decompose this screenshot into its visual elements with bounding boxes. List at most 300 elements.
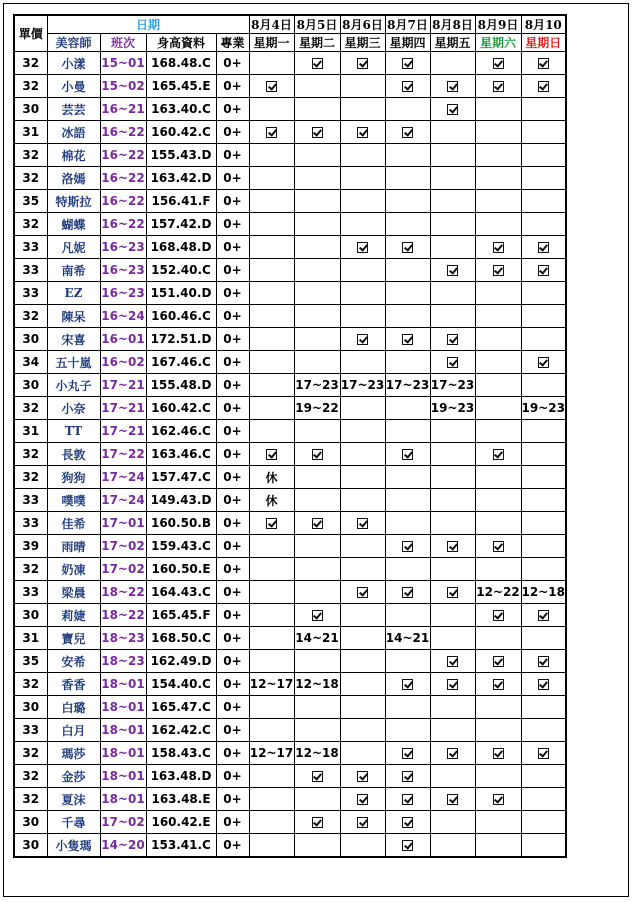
header-weekday-4: 星期五 — [430, 34, 475, 52]
table-row — [14, 52, 566, 75]
header-class: 班次 — [100, 34, 146, 52]
table-row — [14, 328, 566, 351]
table-row — [14, 167, 566, 190]
pro-cell: 0+ — [216, 305, 249, 328]
pro-cell: 0+ — [216, 719, 249, 742]
day-cell-3 — [385, 811, 430, 834]
day-cell-6 — [521, 213, 566, 236]
stylist-name-cell: 金莎 — [47, 765, 100, 788]
day-cell-5: 12~22 — [475, 581, 521, 604]
day-cell-5 — [475, 144, 521, 167]
stylist-name-cell: 噗噗 — [47, 489, 100, 512]
day-cell-0 — [249, 98, 294, 121]
header-date-4: 8月8日 — [430, 15, 475, 34]
stylist-name-cell: 長敦 — [47, 443, 100, 466]
day-cell-0 — [249, 259, 294, 282]
day-cell-1 — [294, 98, 340, 121]
class-cell: 18~23 — [100, 627, 146, 650]
day-cell-0 — [249, 443, 294, 466]
checkbox-checked-icon — [493, 449, 504, 460]
day-cell-2 — [340, 535, 385, 558]
checkbox-checked-icon — [402, 334, 413, 345]
checkbox-checked-icon — [312, 58, 323, 69]
day-cell-1: 12~18 — [294, 742, 340, 765]
pro-cell: 0+ — [216, 811, 249, 834]
day-cell-4 — [430, 305, 475, 328]
day-cell-6 — [521, 374, 566, 397]
class-cell: 14~20 — [100, 834, 146, 858]
stylist-name-cell: 芸芸 — [47, 98, 100, 121]
day-cell-4 — [430, 236, 475, 259]
price-cell: 32 — [14, 75, 47, 98]
pro-cell: 0+ — [216, 788, 249, 811]
day-cell-3 — [385, 650, 430, 673]
body-data-cell: 162.42.C — [146, 719, 216, 742]
day-cell-2 — [340, 397, 385, 420]
body-data-cell: 157.47.C — [146, 466, 216, 489]
table-row — [14, 719, 566, 742]
checkbox-checked-icon — [447, 81, 458, 92]
body-data-cell: 158.43.C — [146, 742, 216, 765]
stylist-name-cell: 瑪莎 — [47, 742, 100, 765]
day-cell-1 — [294, 489, 340, 512]
price-cell: 33 — [14, 489, 47, 512]
checkbox-checked-icon — [538, 748, 549, 759]
stylist-name-cell: 凡妮 — [47, 236, 100, 259]
day-cell-0 — [249, 719, 294, 742]
pro-cell: 0+ — [216, 213, 249, 236]
day-cell-2 — [340, 558, 385, 581]
checkbox-checked-icon — [493, 610, 504, 621]
body-data-cell: 168.48.D — [146, 236, 216, 259]
pro-cell: 0+ — [216, 535, 249, 558]
day-cell-3 — [385, 75, 430, 98]
day-cell-5 — [475, 719, 521, 742]
header-weekday-0: 星期一 — [249, 34, 294, 52]
day-cell-2 — [340, 420, 385, 443]
day-cell-6 — [521, 673, 566, 696]
day-cell-3 — [385, 282, 430, 305]
checkbox-checked-icon — [402, 449, 413, 460]
table-row — [14, 98, 566, 121]
day-cell-5 — [475, 328, 521, 351]
checkbox-checked-icon — [312, 771, 323, 782]
day-cell-0 — [249, 512, 294, 535]
checkbox-checked-icon — [447, 679, 458, 690]
day-cell-2 — [340, 167, 385, 190]
day-cell-1 — [294, 236, 340, 259]
body-data-cell: 162.49.D — [146, 650, 216, 673]
day-cell-3 — [385, 420, 430, 443]
pro-cell: 0+ — [216, 397, 249, 420]
price-cell: 30 — [14, 696, 47, 719]
day-cell-6 — [521, 811, 566, 834]
stylist-name-cell: 夏沫 — [47, 788, 100, 811]
stylist-name-cell: 特斯拉 — [47, 190, 100, 213]
stylist-name-cell: 安希 — [47, 650, 100, 673]
day-cell-1 — [294, 788, 340, 811]
checkbox-checked-icon — [493, 81, 504, 92]
day-cell-0 — [249, 144, 294, 167]
day-cell-1 — [294, 696, 340, 719]
day-cell-2 — [340, 765, 385, 788]
body-data-cell: 153.41.C — [146, 834, 216, 858]
pro-cell: 0+ — [216, 512, 249, 535]
body-data-cell: 172.51.D — [146, 328, 216, 351]
table-row — [14, 75, 566, 98]
table-row — [14, 535, 566, 558]
stylist-name-cell: 莉婕 — [47, 604, 100, 627]
day-cell-2 — [340, 673, 385, 696]
table-row — [14, 788, 566, 811]
day-cell-3 — [385, 305, 430, 328]
checkbox-checked-icon — [447, 748, 458, 759]
day-cell-6 — [521, 719, 566, 742]
pro-cell: 0+ — [216, 75, 249, 98]
table-row — [14, 627, 566, 650]
checkbox-checked-icon — [312, 610, 323, 621]
body-data-cell: 165.45.E — [146, 75, 216, 98]
day-cell-6 — [521, 282, 566, 305]
checkbox-checked-icon — [266, 518, 277, 529]
day-cell-1 — [294, 604, 340, 627]
day-cell-5 — [475, 420, 521, 443]
stylist-name-cell: 蝴蝶 — [47, 213, 100, 236]
class-cell: 16~23 — [100, 282, 146, 305]
day-cell-3 — [385, 604, 430, 627]
day-cell-0 — [249, 581, 294, 604]
checkbox-checked-icon — [493, 541, 504, 552]
class-cell: 16~23 — [100, 259, 146, 282]
pro-cell: 0+ — [216, 466, 249, 489]
stylist-name-cell: 白璐 — [47, 696, 100, 719]
day-cell-0: 12~17 — [249, 742, 294, 765]
day-cell-6 — [521, 305, 566, 328]
day-cell-3 — [385, 788, 430, 811]
checkbox-checked-icon — [493, 794, 504, 805]
day-cell-3 — [385, 742, 430, 765]
checkbox-checked-icon — [447, 265, 458, 276]
day-cell-1 — [294, 52, 340, 75]
checkbox-checked-icon — [538, 679, 549, 690]
day-cell-5 — [475, 673, 521, 696]
price-cell: 31 — [14, 627, 47, 650]
day-cell-0 — [249, 650, 294, 673]
day-cell-3 — [385, 167, 430, 190]
checkbox-checked-icon — [266, 81, 277, 92]
day-cell-4 — [430, 167, 475, 190]
checkbox-checked-icon — [402, 817, 413, 828]
pro-cell: 0+ — [216, 98, 249, 121]
price-cell: 32 — [14, 52, 47, 75]
class-cell: 17~21 — [100, 374, 146, 397]
day-cell-4 — [430, 673, 475, 696]
stylist-name-cell: 小隻瑪 — [47, 834, 100, 858]
day-cell-1 — [294, 213, 340, 236]
table-row — [14, 834, 566, 858]
price-cell: 34 — [14, 351, 47, 374]
day-cell-0 — [249, 236, 294, 259]
checkbox-checked-icon — [402, 81, 413, 92]
day-cell-0: 12~17 — [249, 673, 294, 696]
checkbox-checked-icon — [357, 242, 368, 253]
day-cell-1 — [294, 719, 340, 742]
checkbox-checked-icon — [357, 587, 368, 598]
checkbox-checked-icon — [357, 334, 368, 345]
stylist-name-cell: 宋喜 — [47, 328, 100, 351]
day-cell-4 — [430, 489, 475, 512]
day-cell-3 — [385, 121, 430, 144]
day-cell-2 — [340, 351, 385, 374]
header-date-2: 8月6日 — [340, 15, 385, 34]
checkbox-checked-icon — [447, 794, 458, 805]
day-cell-1: 12~18 — [294, 673, 340, 696]
day-cell-5 — [475, 811, 521, 834]
day-cell-3: 14~21 — [385, 627, 430, 650]
day-cell-3 — [385, 98, 430, 121]
day-cell-3 — [385, 236, 430, 259]
day-cell-5 — [475, 374, 521, 397]
day-cell-0 — [249, 788, 294, 811]
pro-cell: 0+ — [216, 489, 249, 512]
day-cell-4 — [430, 627, 475, 650]
pro-cell: 0+ — [216, 443, 249, 466]
day-cell-0 — [249, 834, 294, 858]
price-cell: 33 — [14, 581, 47, 604]
class-cell: 18~01 — [100, 719, 146, 742]
price-cell: 30 — [14, 328, 47, 351]
price-cell: 33 — [14, 282, 47, 305]
day-cell-5 — [475, 443, 521, 466]
day-cell-3 — [385, 489, 430, 512]
price-cell: 35 — [14, 650, 47, 673]
day-cell-0 — [249, 604, 294, 627]
table-row — [14, 420, 566, 443]
day-cell-4 — [430, 535, 475, 558]
checkbox-checked-icon — [538, 58, 549, 69]
table-row — [14, 581, 566, 604]
day-cell-4 — [430, 466, 475, 489]
pro-cell: 0+ — [216, 282, 249, 305]
body-data-cell: 160.50.B — [146, 512, 216, 535]
day-cell-1 — [294, 811, 340, 834]
day-cell-5 — [475, 788, 521, 811]
price-cell: 31 — [14, 121, 47, 144]
day-cell-5 — [475, 696, 521, 719]
price-cell: 30 — [14, 811, 47, 834]
table-row — [14, 696, 566, 719]
checkbox-checked-icon — [447, 357, 458, 368]
day-cell-0 — [249, 167, 294, 190]
day-cell-1 — [294, 420, 340, 443]
body-data-cell: 163.48.E — [146, 788, 216, 811]
day-cell-0 — [249, 765, 294, 788]
day-cell-1 — [294, 121, 340, 144]
body-data-cell: 163.40.C — [146, 98, 216, 121]
day-cell-2 — [340, 236, 385, 259]
day-cell-5 — [475, 604, 521, 627]
day-cell-2 — [340, 696, 385, 719]
day-cell-2 — [340, 719, 385, 742]
day-cell-2 — [340, 75, 385, 98]
day-cell-5 — [475, 765, 521, 788]
day-cell-1 — [294, 328, 340, 351]
body-data-cell: 157.42.D — [146, 213, 216, 236]
stylist-name-cell: 小丸子 — [47, 374, 100, 397]
day-cell-0 — [249, 374, 294, 397]
day-cell-4 — [430, 121, 475, 144]
pro-cell: 0+ — [216, 121, 249, 144]
table-row — [14, 121, 566, 144]
header-data: 身高資料 — [146, 34, 216, 52]
header-weekday-2: 星期三 — [340, 34, 385, 52]
class-cell: 17~02 — [100, 535, 146, 558]
day-cell-2 — [340, 98, 385, 121]
day-cell-3 — [385, 397, 430, 420]
checkbox-checked-icon — [312, 127, 323, 138]
day-cell-1 — [294, 512, 340, 535]
body-data-cell: 155.48.D — [146, 374, 216, 397]
day-cell-2: 17~23 — [340, 374, 385, 397]
class-cell: 17~02 — [100, 811, 146, 834]
day-cell-4 — [430, 811, 475, 834]
pro-cell: 0+ — [216, 650, 249, 673]
day-cell-2 — [340, 443, 385, 466]
day-cell-2 — [340, 742, 385, 765]
body-data-cell: 165.47.C — [146, 696, 216, 719]
checkbox-checked-icon — [312, 449, 323, 460]
checkbox-checked-icon — [538, 242, 549, 253]
table-row — [14, 144, 566, 167]
day-cell-0 — [249, 213, 294, 236]
day-cell-1: 14~21 — [294, 627, 340, 650]
table-row — [14, 604, 566, 627]
day-cell-4 — [430, 259, 475, 282]
checkbox-checked-icon — [402, 771, 413, 782]
class-cell: 17~24 — [100, 466, 146, 489]
checkbox-checked-icon — [402, 840, 413, 851]
day-cell-5 — [475, 834, 521, 858]
day-cell-3 — [385, 144, 430, 167]
day-cell-6 — [521, 121, 566, 144]
day-cell-1 — [294, 144, 340, 167]
checkbox-checked-icon — [447, 334, 458, 345]
pro-cell: 0+ — [216, 673, 249, 696]
day-cell-6 — [521, 75, 566, 98]
pro-cell: 0+ — [216, 558, 249, 581]
table-row — [14, 558, 566, 581]
day-cell-3 — [385, 558, 430, 581]
body-data-cell: 160.50.E — [146, 558, 216, 581]
checkbox-checked-icon — [357, 817, 368, 828]
day-cell-3 — [385, 328, 430, 351]
day-cell-6 — [521, 558, 566, 581]
day-cell-6 — [521, 535, 566, 558]
class-cell: 17~02 — [100, 558, 146, 581]
day-cell-0 — [249, 811, 294, 834]
day-cell-0 — [249, 558, 294, 581]
stylist-name-cell: 奶凍 — [47, 558, 100, 581]
pro-cell: 0+ — [216, 834, 249, 858]
body-data-cell: 151.40.D — [146, 282, 216, 305]
pro-cell: 0+ — [216, 190, 249, 213]
day-cell-4 — [430, 443, 475, 466]
day-cell-0 — [249, 328, 294, 351]
day-cell-6 — [521, 144, 566, 167]
checkbox-checked-icon — [402, 541, 413, 552]
header-weekday-3: 星期四 — [385, 34, 430, 52]
day-cell-0 — [249, 282, 294, 305]
day-cell-5 — [475, 213, 521, 236]
day-cell-4 — [430, 742, 475, 765]
pro-cell: 0+ — [216, 144, 249, 167]
schedule-table — [13, 14, 567, 858]
class-cell: 18~01 — [100, 765, 146, 788]
table-row — [14, 443, 566, 466]
day-cell-1 — [294, 834, 340, 858]
day-cell-6 — [521, 466, 566, 489]
day-cell-6 — [521, 696, 566, 719]
day-cell-5 — [475, 190, 521, 213]
day-cell-4 — [430, 282, 475, 305]
day-cell-4 — [430, 558, 475, 581]
class-cell: 18~01 — [100, 673, 146, 696]
header-weekday-5: 星期六 — [475, 34, 521, 52]
price-cell: 33 — [14, 259, 47, 282]
day-cell-2 — [340, 190, 385, 213]
day-cell-1 — [294, 765, 340, 788]
class-cell: 17~01 — [100, 512, 146, 535]
pro-cell: 0+ — [216, 420, 249, 443]
day-cell-6 — [521, 788, 566, 811]
price-cell: 32 — [14, 167, 47, 190]
day-cell-2 — [340, 121, 385, 144]
body-data-cell: 149.43.D — [146, 489, 216, 512]
table-row — [14, 374, 566, 397]
day-cell-4 — [430, 604, 475, 627]
day-cell-2 — [340, 581, 385, 604]
day-cell-2 — [340, 213, 385, 236]
table-row — [14, 489, 566, 512]
class-cell: 15~02 — [100, 75, 146, 98]
checkbox-checked-icon — [447, 104, 458, 115]
class-cell: 15~01 — [100, 52, 146, 75]
day-cell-6 — [521, 650, 566, 673]
pro-cell: 0+ — [216, 742, 249, 765]
day-cell-1: 17~23 — [294, 374, 340, 397]
day-cell-2 — [340, 52, 385, 75]
class-cell: 18~22 — [100, 581, 146, 604]
checkbox-checked-icon — [447, 656, 458, 667]
day-cell-3 — [385, 765, 430, 788]
stylist-name-cell: EZ — [47, 282, 100, 305]
day-cell-3 — [385, 719, 430, 742]
class-cell: 18~01 — [100, 696, 146, 719]
price-cell: 32 — [14, 765, 47, 788]
class-cell: 18~22 — [100, 604, 146, 627]
day-cell-1: 19~22 — [294, 397, 340, 420]
checkbox-checked-icon — [312, 817, 323, 828]
checkbox-checked-icon — [357, 794, 368, 805]
stylist-name-cell: 白月 — [47, 719, 100, 742]
header-date-3: 8月7日 — [385, 15, 430, 34]
class-cell: 16~23 — [100, 236, 146, 259]
day-cell-6 — [521, 52, 566, 75]
stylist-name-cell: 陳呆 — [47, 305, 100, 328]
table-row — [14, 673, 566, 696]
day-cell-5 — [475, 75, 521, 98]
price-cell: 32 — [14, 466, 47, 489]
